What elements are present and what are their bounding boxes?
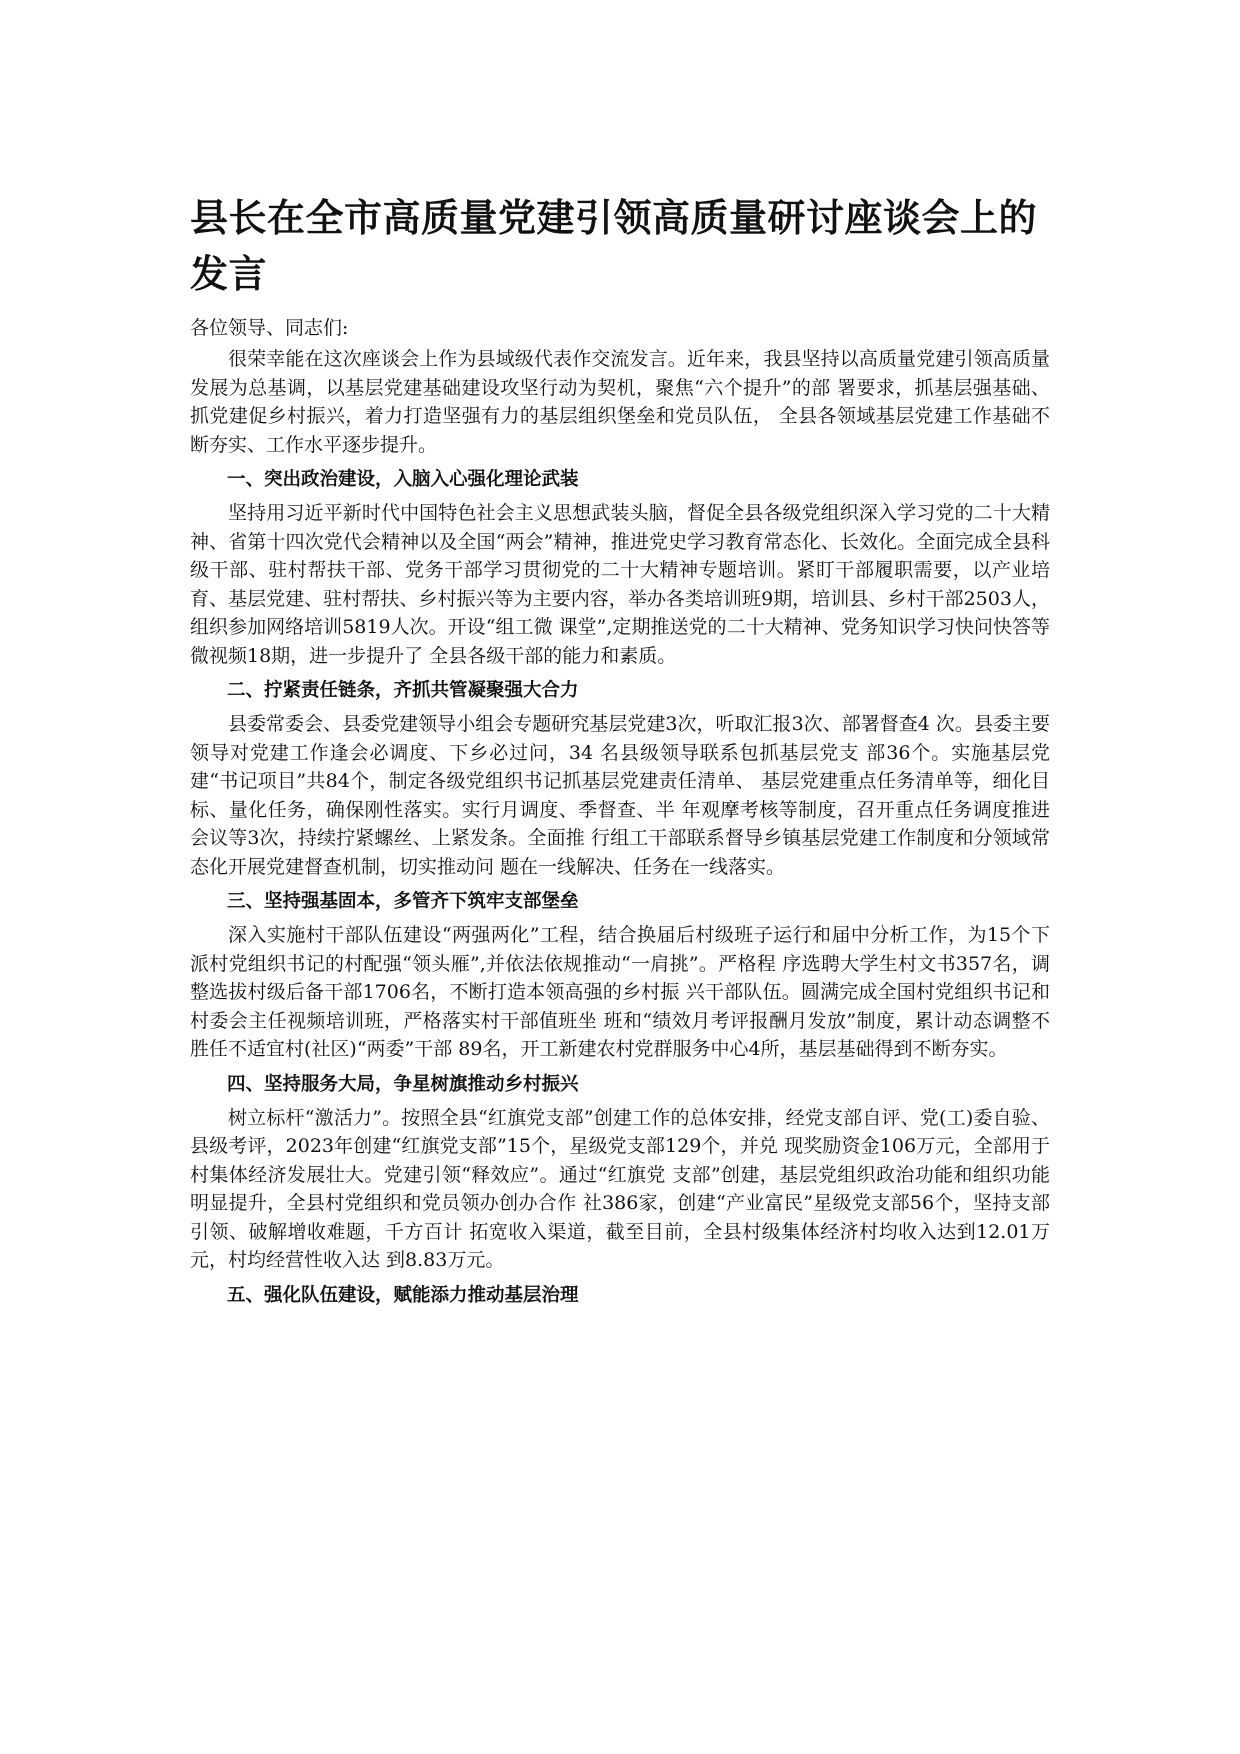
document-title: 县长在全市高质量党建引领高质量研讨座谈会上的发言 [190,196,1038,296]
section-heading-2: 二、拧紧责任链条，齐抓共管凝聚强大合力 [227,680,579,701]
section-heading-4: 四、坚持服务大局，争星树旗推动乡村振兴 [227,1073,579,1095]
section-paragraph-2: 县委常委会、县委党建领导小组会专题研究基层党建3次，听取汇报3次、部署督查4 次。县委主要领导对党建工作逢会必调度、下乡必过问，34 名县级领导联系包抓基层党支 部36个。实施基层党建“书记项目”共84个，制定各级党组织书记抓基层党建责任清单、 基层党建重点任务清单等，细化目标、量化任务，确保刚性落实。实行月调度、季督查、半 年观摩考核等制度，召开重点任务调度推进会议等3次，持续拧紧螺丝、上紧发条。全面推 行组工干部联系督导乡镇基层党建工作制度和分领域常态化开展党建督查机制，切实推动问 题在一线解决、任务在一线落实。 [190,713,1050,878]
section-heading-1: 一、突出政治建设，入脑入心强化理论武装 [227,469,579,490]
section-paragraph-3: 深入实施村干部队伍建设“两强两化”工程，结合换届后村级班子运行和届中分析工作，为15个下派村党组织书记的村配强“领头雁”,并依法依规推动“一肩挑”。严格程 序选聘大学生村文书357名，调整选拔村级后备干部1706名，不断打造本领高强的乡村振 兴干部队伍。圆满完成全国村党组织书记和村委会主任视频培训班，严格落实村干部值班坐 班和“绩效月考评报酬月发放”制度，累计动态调整不胜任不适宜村(社区)“两委”干部 89名，开工新建农村党群服务中心4所，基层基础得到不断夯实。 [190,924,1050,1060]
section-heading-3: 三、坚持强基固本，多管齐下筑牢支部堡垒 [227,891,579,912]
intro-paragraph: 很荣幸能在这次座谈会上作为县域级代表作交流发言。近年来，我县坚持以高质量党建引领高质量发展为总基调，以基层党建基础建设攻坚行动为契机，聚焦“六个提升”的部 署要求，抓基层强基础、抓党建促乡村振兴，着力打造坚强有力的基层组织堡垒和党员队伍， 全县各领域基层党建工作基础不断夯实、工作水平逐步提升。 [190,348,1050,456]
document-body [190,345,1050,1315]
section-paragraph-4: 树立标杆“激活力”。按照全县“红旗党支部”创建工作的总体安排，经党支部自评、党(工)委自验、县级考评，2023年创建“红旗党支部”15个，星级党支部129个，并兑 现奖励资金106万元，全部用于村集体经济发展壮大。党建引领“释效应”。通过“红旗党 支部”创建，基层党组织政治功能和组织功能明显提升，全县村党组织和党员领办创办合作 社386家，创建“产业富民”星级党支部56个，坚持支部引领、破解增收难题，千方百计 拓宽收入渠道，截至目前，全县村级集体经济村均收入达到12.01万元，村均经营性收入达 到8.83万元。 [190,1106,1050,1271]
section-paragraph-1: 坚持用习近平新时代中国特色社会主义思想武装头脑，督促全县各级党组织深入学习党的二十大精神、省第十四次党代会精神以及全国“两会”精神，推进党史学习教育常态化、长效化。全面完成全县科级干部、驻村帮扶干部、党务干部学习贯彻党的二十大精神专题培训。紧盯干部履职需要，以产业培育、基层党建、驻村帮扶、乡村振兴等为主要内容，举办各类培训班9期，培训县、乡村干部2503人，组织参加网络培训5819人次。开设“组工微 课堂”,定期推送党的二十大精神、党务知识学习快问快答等微视频18期，进一步提升了 全县各级干部的能力和素质。 [190,502,1050,667]
section-heading-5: 五、强化队伍建设，赋能添力推动基层治理 [227,1284,579,1306]
greeting: 各位领导、同志们: [190,317,349,339]
